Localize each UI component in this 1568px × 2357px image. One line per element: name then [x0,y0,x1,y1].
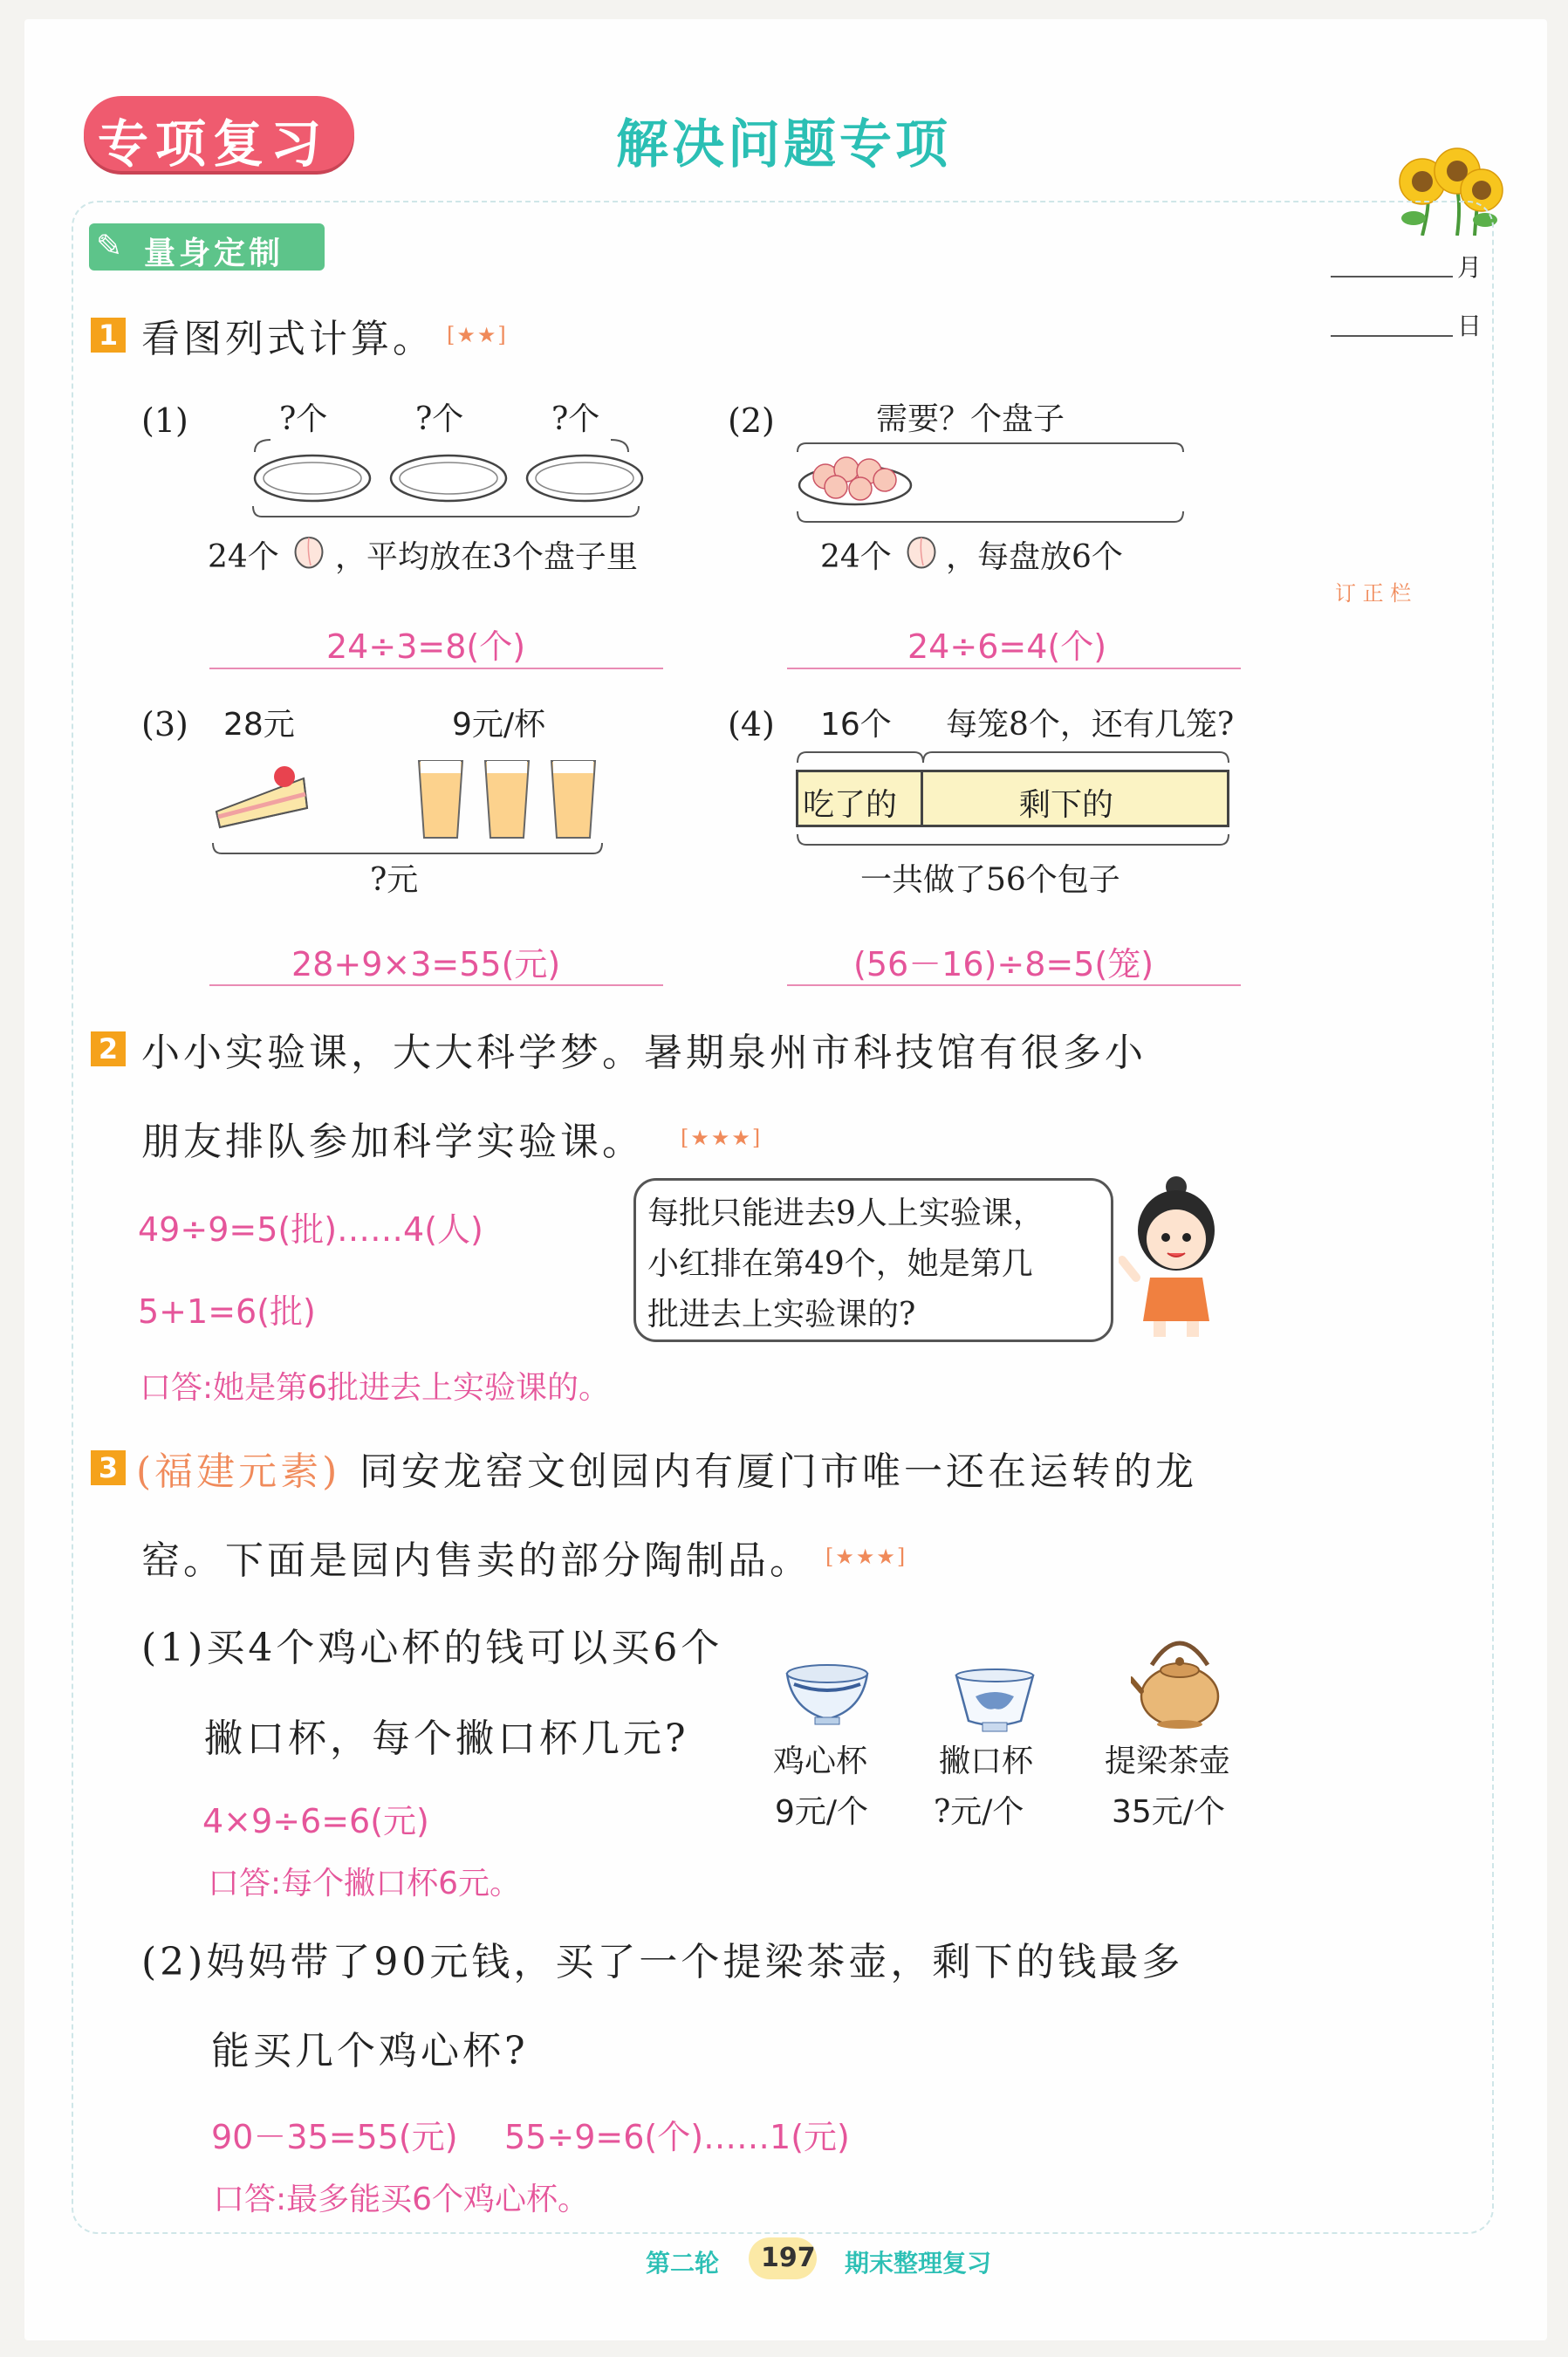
speech-bubble-line1: 每批只能进去9人上实验课， [647,1196,1044,1231]
q1-part1-answer: 24÷3=8(个) [326,627,526,666]
question-3-stars: [★★★] [825,1545,907,1569]
cake-and-juice-figure [209,743,611,857]
q3-sub1-line2: 撇口杯，每个撇口杯几元? [204,1716,689,1761]
item-name-flared-cup: 撇口杯 [939,1744,1034,1779]
footer-right: 期末整理复习 [845,2249,992,2278]
cake-icon [216,766,307,827]
remaining-label: 剩下的 [1019,787,1114,823]
q3-sub2-line2: 能买几个鸡心杯? [211,2029,529,2073]
section-badge-text: 专项复习 [98,114,329,174]
q3-sub2-reply: 口答:最多能买6个鸡心杯。 [213,2182,590,2217]
q1-part3-answer-line [209,984,663,986]
plates-figure [244,436,654,524]
question-2-stars: [★★★] [681,1126,763,1150]
q1-part3-total: ?元 [370,862,419,898]
q3-sub1-line1: (1)买4个鸡心杯的钱可以买6个 [141,1626,723,1670]
q1-part2-top: 需要？个盘子 [876,401,1065,437]
q1-part1-desc-count: 24个 [208,539,279,575]
bar-brace-bottom [794,829,1230,855]
item-name-teapot: 提梁茶壶 [1105,1744,1231,1779]
question-3-line1: 同安龙窑文创园内有厦门市唯一还在运转的龙 [359,1449,1197,1494]
item-price-flared-cup: ?元/个 [934,1794,1024,1830]
question-3-line2: 窑。下面是园内售卖的部分陶制品。 [141,1538,811,1583]
plate-count-2: ?个 [415,401,464,437]
question-2-line1: 小小实验课，大大科学梦。暑期泉州市科技馆有很多小 [141,1031,1147,1075]
q1-part4-answer: (56－16)÷8=5(笼) [853,945,1154,983]
q1-part2-label: (2) [728,401,775,440]
plates-brace [794,436,1187,532]
q1-part4-total: 一共做了56个包子 [860,862,1120,898]
question-1-stars: [★★] [447,323,508,347]
q1-part1-label: (1) [141,401,188,440]
chicken-heart-cup-icon [782,1658,873,1728]
day-label: 日 [1457,312,1482,340]
plate-count-1: ?个 [279,401,328,437]
item-price-teapot: 35元/个 [1112,1794,1225,1830]
q3-sub2-line1: (2)妈妈带了90元钱，买了一个提梁茶壶，剩下的钱最多 [141,1940,1184,1984]
peach-icon [900,531,942,572]
speech-bubble-line2: 小红排在第49个，她是第几 [647,1246,1033,1282]
q1-part2-answer: 24÷6=4(个) [907,627,1107,666]
month-label: 月 [1457,253,1482,282]
q2-reply: 口答:她是第6批进去上实验课的。 [140,1370,611,1406]
speech-bubble-line3: 批进去上实验课的? [647,1297,916,1333]
pencil-icon: ✎ [96,229,123,264]
q2-answer-1: 49÷9=5(批)……4(人) [138,1210,483,1249]
teapot-icon [1131,1621,1229,1733]
question-1-text: 看图列式计算。 [141,317,435,361]
question-2-number: 2 [91,1031,126,1066]
bar-brace-top [794,742,1230,768]
q1-part1-desc-rest: ，平均放在3个盘子里 [335,539,638,575]
q2-answer-2: 5+1=6(批) [138,1292,316,1331]
peach-icon [288,531,330,572]
cup-price: 9元/杯 [452,707,546,743]
q1-part4-question: 每笼8个，还有几笼? [946,707,1235,743]
footer-left: 第二轮 [646,2249,720,2278]
q1-part3-answer: 28+9×3=55(元) [291,945,561,983]
section-tag-label: 量身定制 [144,236,284,271]
eaten-count: 16个 [820,707,892,743]
q1-part4-label: (4) [728,705,775,743]
plate-count-3: ?个 [551,401,600,437]
question-1-number: 1 [91,318,126,353]
q3-sub1-answer: 4×9÷6=6(元) [202,1802,429,1840]
page-number: 197 [761,2243,816,2273]
q1-part2-desc-rest: ，每盘放6个 [946,539,1123,575]
question-2-line2: 朋友排队参加科学实验课。 [141,1120,644,1164]
q1-part3-label: (3) [141,705,188,743]
q1-part4-answer-line [787,984,1241,986]
question-3-tag: (福建元素) [136,1449,341,1494]
q1-part2-desc-count: 24个 [820,539,892,575]
cake-price: 28元 [223,707,295,743]
eaten-label: 吃了的 [803,787,898,823]
q3-sub2-answer-1: 90－35=55(元) [211,2118,458,2156]
question-3-number: 3 [91,1450,126,1485]
page-title: 解决问题专项 [616,114,951,175]
q1-part2-answer-line [787,668,1241,669]
girl-character-icon [1119,1173,1232,1339]
q1-part1-answer-line [209,668,663,669]
q3-sub1-reply: 口答:每个撇口杯6元。 [208,1866,522,1901]
item-price-chicken-heart-cup: 9元/个 [775,1794,869,1830]
flared-cup-icon [953,1667,1037,1737]
correction-column-label: 订 正 栏 [1335,581,1412,606]
item-name-chicken-heart-cup: 鸡心杯 [773,1744,868,1779]
q3-sub2-answer-2: 55÷9=6(个)……1(元) [504,2118,850,2156]
